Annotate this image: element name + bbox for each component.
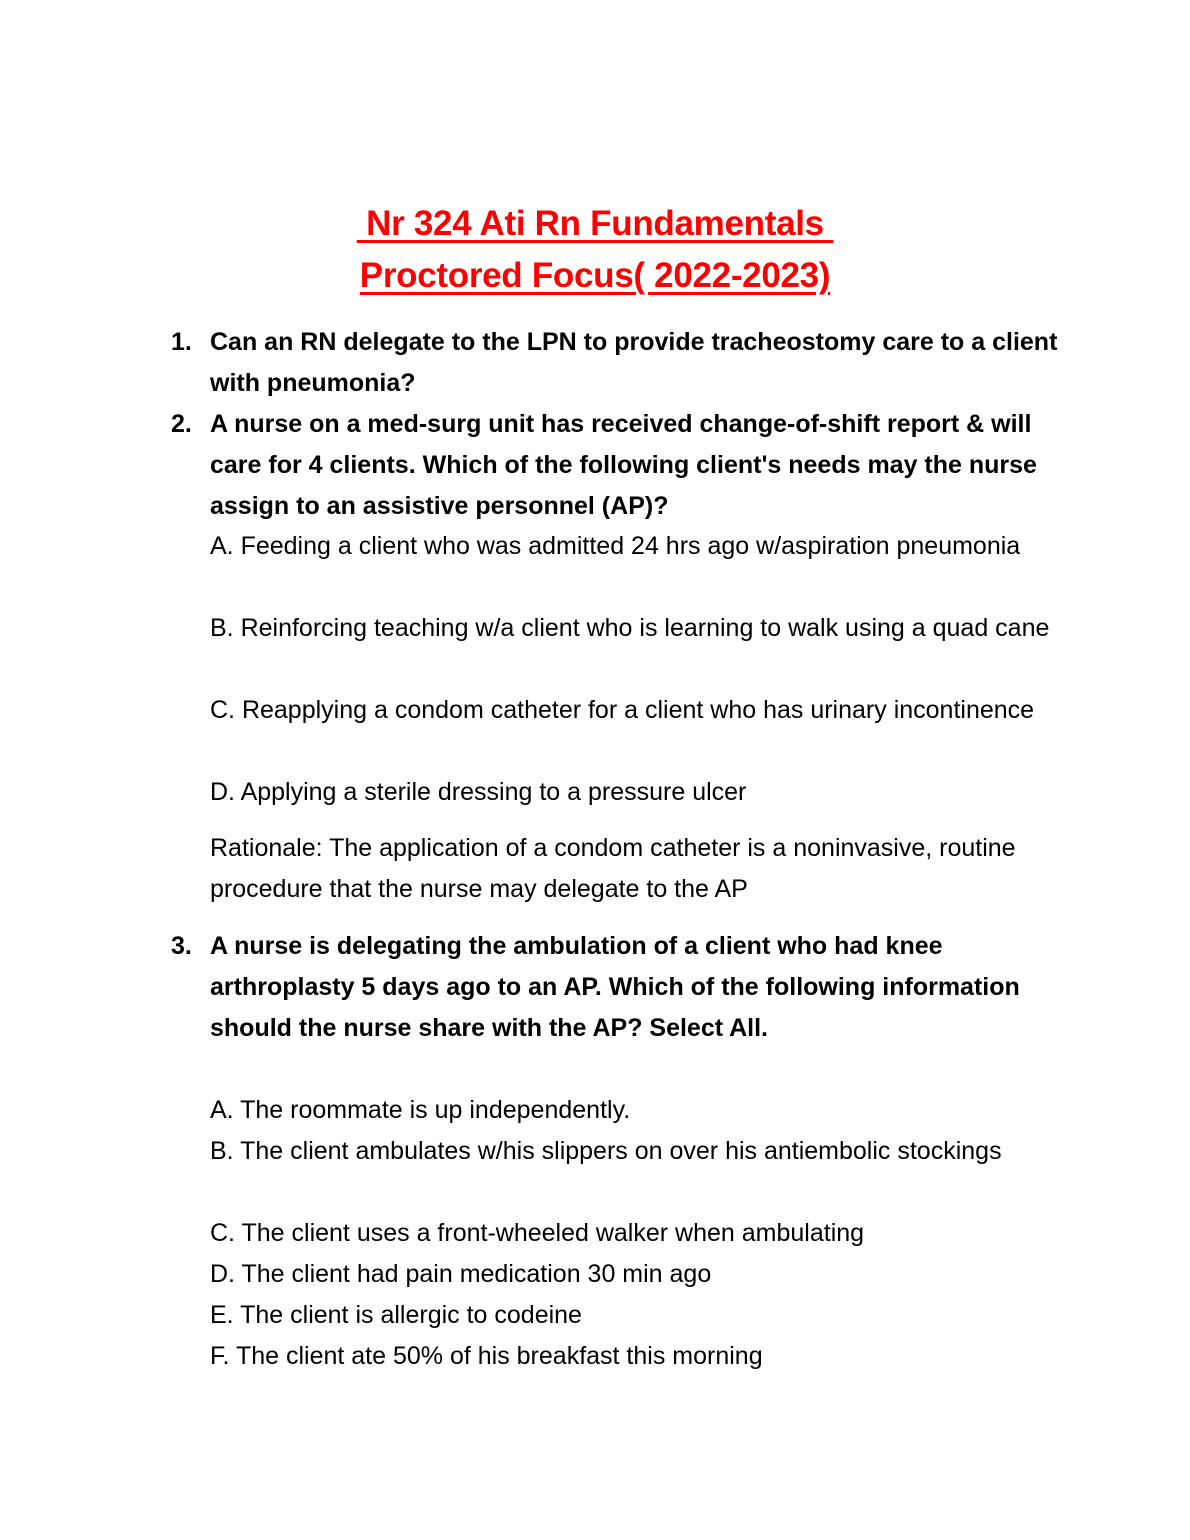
question-2-option-b: B. Reinforcing teaching w/a client who is learning to walk using a quad cane <box>210 614 1050 642</box>
question-3-option-a: A. The roommate is up independently. <box>210 1096 631 1124</box>
question-3-option-c: C. The client uses a front-wheeled walker when ambulating <box>210 1219 865 1247</box>
question-3-option-e: E. The client is allergic to codeine <box>210 1301 582 1329</box>
document-title-line-1: Nr 324 Ati Rn Fundamentals <box>356 204 834 243</box>
question-2-option-d: D. Applying a sterile dressing to a pressure ulcer <box>210 778 747 806</box>
question-3-option-d: D. The client had pain medication 30 min ago <box>210 1260 712 1288</box>
question-1-text: Can an RN delegate to the LPN to provide tracheostomy care to a client with pneumonia? <box>210 328 1058 397</box>
question-2-option-c: C. Reapplying a condom catheter for a client who has urinary incontinence <box>210 696 1035 724</box>
question-3-number: 3. <box>171 932 192 960</box>
question-3-option-f: F. The client ate 50% of his breakfast this morning <box>210 1342 763 1370</box>
question-2-rationale: Rationale: The application of a condom catheter is a noninvasive, routine procedure that the nurse may delegate to the AP <box>210 834 1016 903</box>
question-1-number: 1. <box>171 328 192 356</box>
question-2-option-a: A. Feeding a client who was admitted 24 hrs ago w/aspiration pneumonia <box>210 532 1021 560</box>
question-3-text: A nurse is delegating the ambulation of a client who had knee arthroplasty 5 days ago to an AP. Which of the following information should the nurse share with the AP? Select All. <box>210 932 1020 1042</box>
question-2-number: 2. <box>171 410 192 438</box>
question-2-text: A nurse on a med-surg unit has received change-of-shift report & will care for 4 clients. Which of the following client's needs may the nurse assign to an assistive personnel (AP)? <box>210 410 1037 520</box>
question-3-option-b: B. The client ambulates w/his slippers on over his antiembolic stockings <box>210 1137 1002 1165</box>
document-title-line-2: Proctored Focus( 2022-2023) <box>359 256 831 295</box>
